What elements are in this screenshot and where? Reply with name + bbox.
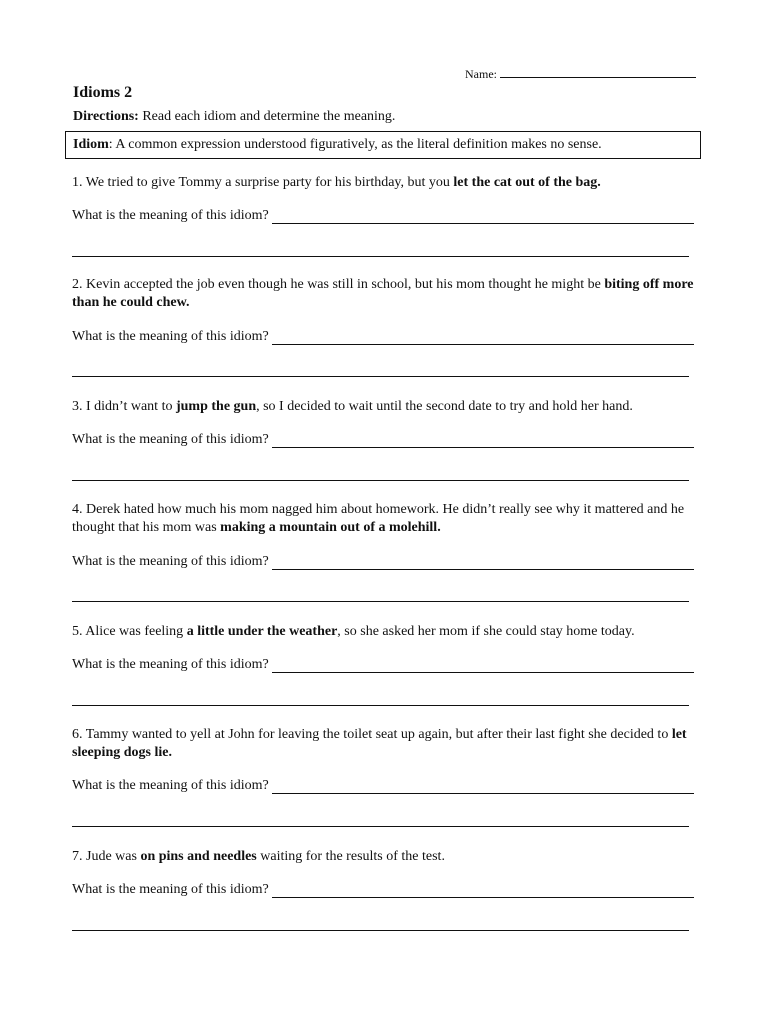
- answer-prompt-4[interactable]: [72, 554, 694, 570]
- answer-line-extra[interactable]: [72, 601, 689, 602]
- answer-line[interactable]: [272, 557, 694, 570]
- prompt-label: What is the meaning of this idiom?: [72, 657, 269, 672]
- answer-line-extra[interactable]: [72, 705, 689, 706]
- answer-line[interactable]: [272, 332, 694, 345]
- question-text-end: , so she asked her mom if she could stay home today.: [337, 624, 635, 639]
- answer-prompt-7[interactable]: [72, 882, 694, 898]
- question-text: 4. Derek hated how much his mom nagged him about homework. He didn’t really see why it mattered and he thought that his mom was: [72, 502, 685, 535]
- answer-prompt-3[interactable]: [72, 432, 694, 448]
- worksheet-title: Idioms 2: [73, 84, 133, 101]
- prompt-label: What is the meaning of this idiom?: [72, 208, 269, 223]
- prompt-label: What is the meaning of this idiom?: [72, 778, 269, 793]
- answer-line-extra[interactable]: [72, 480, 689, 481]
- question-idiom: a little under the weather: [186, 624, 338, 639]
- question-text: 3. I didn’t want to: [72, 399, 176, 414]
- answer-line-extra[interactable]: [72, 826, 689, 827]
- name-field[interactable]: [465, 67, 696, 82]
- question-text: 1. We tried to give Tommy a surprise party for his birthday, but you: [72, 175, 454, 190]
- question-text: 5. Alice was feeling: [72, 624, 187, 639]
- definition-term: Idiom: [73, 137, 109, 152]
- question-5: [72, 623, 700, 641]
- directions-label: Directions:: [73, 109, 139, 124]
- answer-line[interactable]: [272, 660, 694, 673]
- question-idiom: let the cat out of the bag.: [453, 175, 601, 190]
- question-text: 6. Tammy wanted to yell at John for leaving the toilet seat up again, but after their last fight she decided to: [72, 727, 672, 742]
- question-6: [72, 726, 700, 762]
- question-text: 7. Jude was: [72, 849, 141, 864]
- answer-line[interactable]: [272, 885, 694, 898]
- question-7: [72, 848, 700, 866]
- prompt-label: What is the meaning of this idiom?: [72, 329, 269, 344]
- question-idiom: on pins and needles: [140, 849, 257, 864]
- question-idiom: making a mountain out of a molehill.: [220, 520, 441, 535]
- answer-line[interactable]: [272, 435, 694, 448]
- question-2: [72, 276, 700, 312]
- answer-prompt-1[interactable]: [72, 208, 694, 224]
- question-text-end: , so I decided to wait until the second date to try and hold her hand.: [256, 399, 633, 414]
- question-1: [72, 174, 700, 192]
- answer-prompt-2[interactable]: [72, 329, 694, 345]
- answer-line-extra[interactable]: [72, 256, 689, 257]
- directions: [73, 109, 395, 125]
- question-text: 2. Kevin accepted the job even though he was still in school, but his mom thought he might be: [72, 277, 605, 292]
- prompt-label: What is the meaning of this idiom?: [72, 882, 269, 897]
- answer-prompt-5[interactable]: [72, 657, 694, 673]
- answer-prompt-6[interactable]: [72, 778, 694, 794]
- question-text-end: waiting for the results of the test.: [256, 849, 445, 864]
- question-idiom: jump the gun: [175, 399, 257, 414]
- directions-text: Read each idiom and determine the meaning.: [138, 109, 396, 124]
- idiom-definition-box: [65, 131, 701, 159]
- answer-line[interactable]: [272, 211, 694, 224]
- prompt-label: What is the meaning of this idiom?: [72, 432, 269, 447]
- question-idiom: biting off more than he could chew.: [72, 277, 694, 310]
- name-blank-line[interactable]: [500, 67, 696, 78]
- answer-line[interactable]: [272, 781, 694, 794]
- question-3: [72, 398, 700, 416]
- question-4: [72, 501, 700, 537]
- definition-text: : A common expression understood figuratively, as the literal definition makes no sense.: [108, 137, 602, 152]
- prompt-label: What is the meaning of this idiom?: [72, 554, 269, 569]
- name-label: Name:: [465, 67, 497, 81]
- answer-line-extra[interactable]: [72, 930, 689, 931]
- answer-line-extra[interactable]: [72, 376, 689, 377]
- question-idiom: let sleeping dogs lie.: [72, 727, 687, 760]
